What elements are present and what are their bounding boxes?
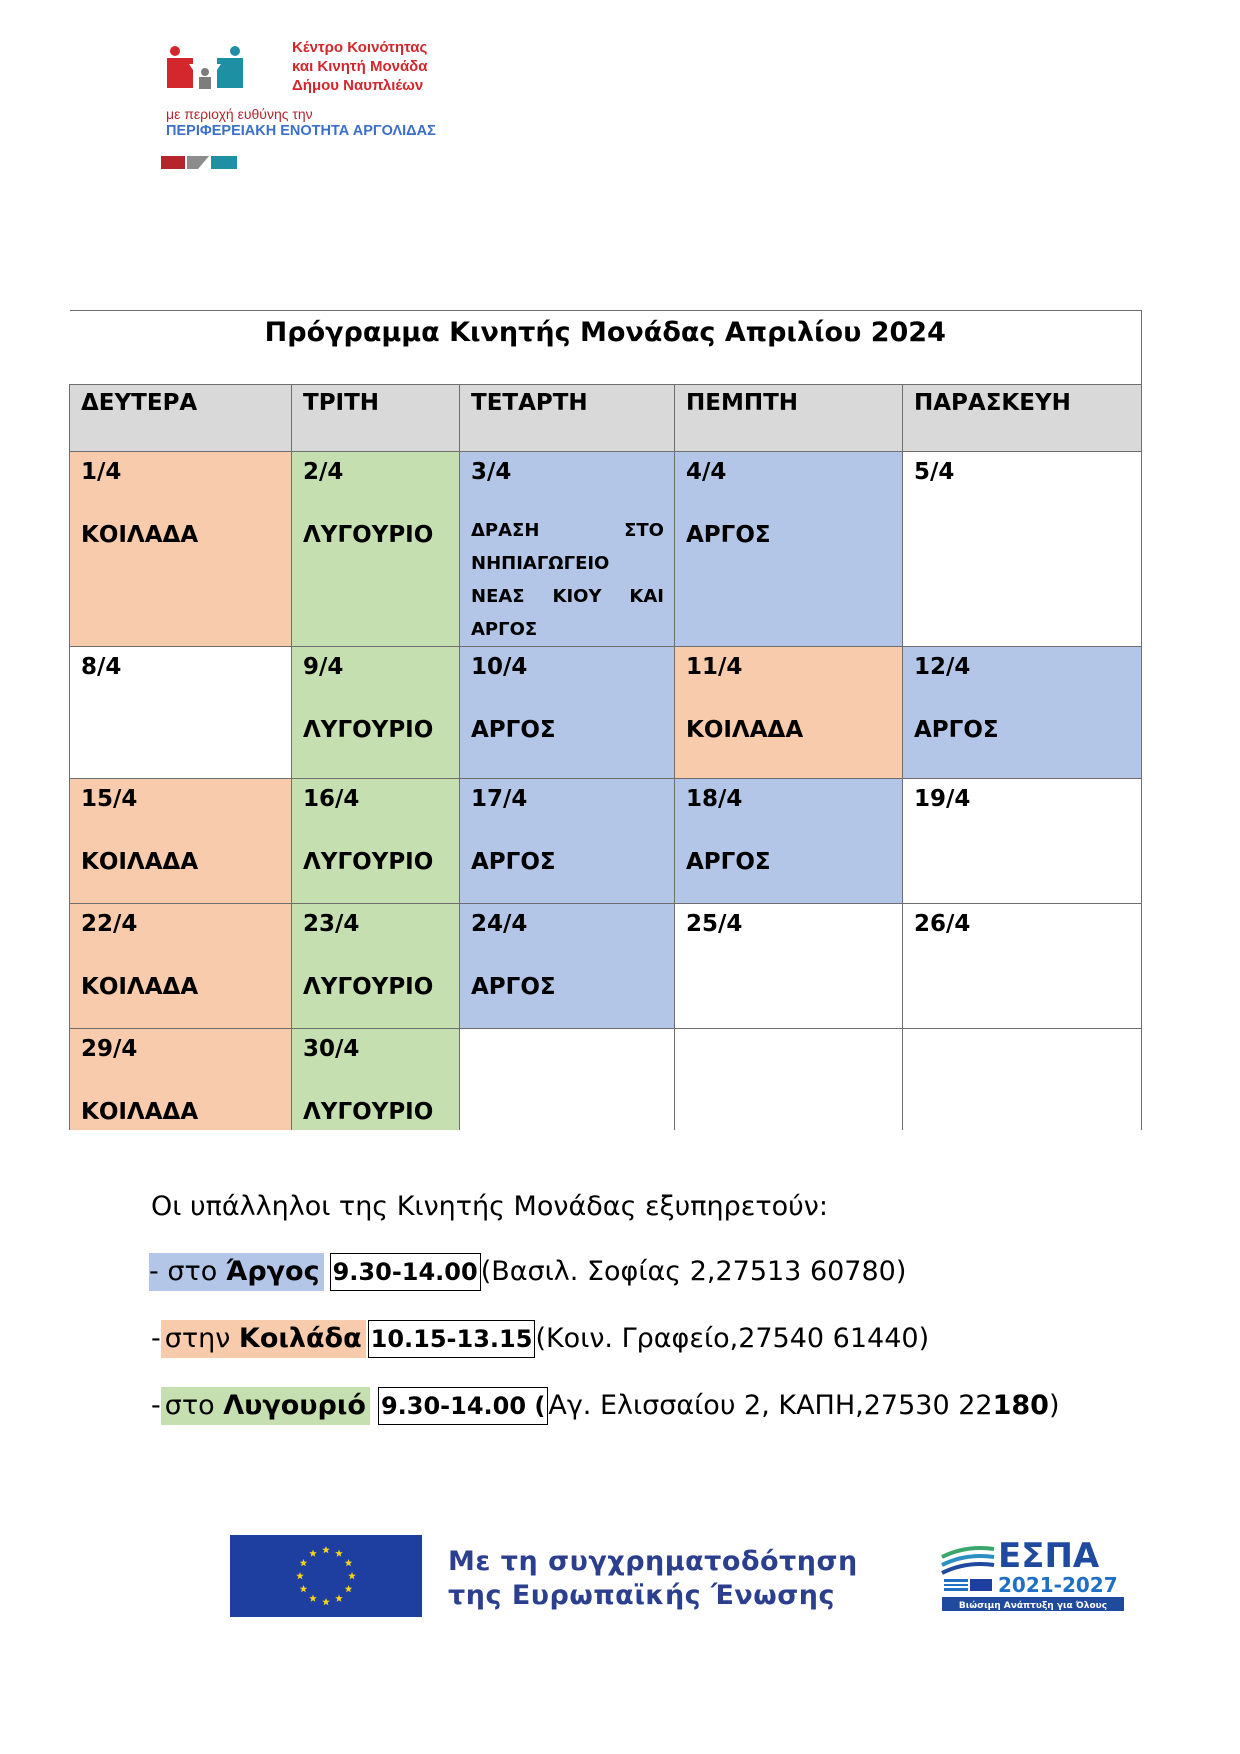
schedule-cell	[903, 452, 1142, 647]
cell-place: ΛΥΓΟΥΡΙΟ	[303, 522, 434, 548]
cell-place: ΑΡΓΟΣ	[686, 849, 771, 875]
eu-cofunding-statement	[448, 1545, 858, 1613]
schedule-cell	[460, 452, 675, 647]
cell-date: 24/4	[471, 911, 528, 937]
org-name-line: και Κινητή Μονάδα	[292, 58, 428, 75]
eu-flag-icon	[230, 1535, 422, 1617]
cell-date: 10/4	[471, 654, 528, 680]
schedule-cell-empty	[903, 1029, 1142, 1131]
location-name: Κοιλάδα	[238, 1323, 362, 1354]
weekday-header: ΔΕΥΤΕΡΑ	[70, 385, 292, 452]
address: (Κοιν. Γραφείο,	[535, 1323, 739, 1354]
cell-date: 29/4	[81, 1036, 138, 1062]
cell-date: 18/4	[686, 786, 743, 812]
schedule-table	[69, 310, 1142, 1130]
cell-date: 30/4	[303, 1036, 360, 1062]
closing-paren: )	[1048, 1390, 1060, 1421]
location-name: Άργος	[225, 1256, 320, 1287]
weekday-header: ΤΡΙΤΗ	[292, 385, 460, 452]
cell-date: 9/4	[303, 654, 344, 680]
list-dash: -	[151, 1323, 161, 1354]
schedule-cell	[460, 904, 675, 1029]
service-intro: Οι υπάλληλοι της Κινητής Μονάδας εξυπηρετούν:	[151, 1191, 828, 1222]
schedule-cell	[292, 452, 460, 647]
cell-date: 19/4	[914, 786, 971, 812]
schedule-cell	[292, 779, 460, 904]
jurisdiction	[166, 106, 436, 140]
cell-place: ΑΡΓΟΣ	[471, 974, 556, 1000]
espa-title: ΕΣΠΑ	[998, 1536, 1100, 1576]
phone-number: 27540 61440	[738, 1323, 919, 1354]
closing-paren: )	[918, 1323, 930, 1354]
cell-place: ΚΟΙΛΑΔΑ	[81, 974, 199, 1000]
weekday-header: ΤΕΤΑΡΤΗ	[460, 385, 675, 452]
cell-place: ΛΥΓΟΥΡΙΟ	[303, 717, 434, 743]
schedule-cell	[70, 779, 292, 904]
cell-activity-note	[471, 514, 674, 646]
schedule-cell	[903, 779, 1142, 904]
cell-date: 16/4	[303, 786, 360, 812]
schedule-cell	[292, 647, 460, 779]
cell-date: 22/4	[81, 911, 138, 937]
week-row	[70, 1029, 1142, 1131]
service-line-argos	[151, 1252, 1060, 1292]
location-highlight	[161, 1387, 370, 1425]
phone-number: 27530 22	[863, 1390, 993, 1421]
service-info	[151, 1190, 1060, 1453]
cell-date: 11/4	[686, 654, 743, 680]
jurisdiction-line: με περιοχή ευθύνης την	[166, 106, 313, 122]
cell-place: ΑΡΓΟΣ	[471, 717, 556, 743]
community-center-logo	[165, 46, 245, 98]
schedule-cell	[675, 647, 903, 779]
weekday-header: ΠΑΡΑΣΚΕΥΗ	[903, 385, 1142, 452]
opening-hours: 9.30-14.00	[330, 1253, 481, 1291]
schedule-cell	[70, 647, 292, 779]
location-prefix: - στο	[149, 1256, 226, 1287]
cell-place: ΛΥΓΟΥΡΙΟ	[303, 849, 434, 875]
week-row	[70, 904, 1142, 1029]
jurisdiction-region: ΠΕΡΙΦΕΡΕΙΑΚΗ ΕΝΟΤΗΤΑ ΑΡΓΟΛΙΔΑΣ	[166, 123, 436, 139]
schedule-cell-empty	[460, 1029, 675, 1131]
opening-hours: 9.30-14.00 (	[378, 1387, 548, 1425]
organization-name	[292, 38, 428, 95]
espa-logo	[938, 1535, 1138, 1615]
schedule-cell	[675, 904, 903, 1029]
cell-date: 4/4	[686, 459, 727, 485]
schedule-cell-empty	[675, 1029, 903, 1131]
cell-place: ΛΥΓΟΥΡΙΟ	[303, 1099, 434, 1125]
org-name-line: Κέντρο Κοινότητας	[292, 39, 428, 56]
list-dash: -	[151, 1390, 161, 1421]
cell-date: 15/4	[81, 786, 138, 812]
cofunding-line: Με τη συγχρηματοδότηση	[448, 1546, 858, 1577]
location-highlight	[161, 1320, 366, 1358]
espa-years: 2021-2027	[998, 1573, 1118, 1597]
cell-place: ΑΡΓΟΣ	[914, 717, 999, 743]
week-row	[70, 779, 1142, 904]
service-line-lygourio	[151, 1386, 1060, 1426]
schedule-cell	[292, 1029, 460, 1131]
location-highlight	[149, 1253, 324, 1291]
cell-date: 23/4	[303, 911, 360, 937]
cell-date: 26/4	[914, 911, 971, 937]
cell-date: 17/4	[471, 786, 528, 812]
cell-place: ΚΟΙΛΑΔΑ	[81, 522, 199, 548]
cell-date: 2/4	[303, 459, 344, 485]
schedule-cell	[70, 1029, 292, 1131]
note-word: ΣΤΟ	[624, 520, 664, 541]
opening-hours: 10.15-13.15	[368, 1320, 536, 1358]
location-prefix: στην	[164, 1323, 239, 1354]
note-text: ΝΗΠΙΑΓΩΓΕΙΟ ΝΕΑΣ ΚΙΟΥ ΚΑΙ ΑΡΓΟΣ	[471, 553, 664, 640]
schedule-cell	[675, 779, 903, 904]
schedule-cell	[903, 904, 1142, 1029]
schedule-cell	[70, 904, 292, 1029]
week-row	[70, 647, 1142, 779]
logo-color-bars	[161, 156, 237, 169]
schedule-cell	[903, 647, 1142, 779]
espa-tagline: Βιώσιμη Ανάπτυξη για Όλους	[958, 1601, 1108, 1611]
cell-place: ΛΥΓΟΥΡΙΟ	[303, 974, 434, 1000]
cell-place: ΑΡΓΟΣ	[471, 849, 556, 875]
cell-date: 25/4	[686, 911, 743, 937]
week-row	[70, 452, 1142, 647]
schedule-cell	[460, 647, 675, 779]
schedule-cell	[675, 452, 903, 647]
schedule-cell	[70, 452, 292, 647]
schedule-cell	[460, 779, 675, 904]
closing-paren: )	[895, 1256, 907, 1287]
phone-number-tail: 180	[992, 1390, 1049, 1421]
cofunding-line: της Ευρωπαϊκής Ένωσης	[448, 1580, 836, 1611]
cell-date: 1/4	[81, 459, 122, 485]
schedule-title: Πρόγραμμα Κινητής Μονάδας Απριλίου 2024	[70, 311, 1142, 385]
cell-place: ΚΟΙΛΑΔΑ	[686, 717, 804, 743]
cell-date: 8/4	[81, 654, 122, 680]
service-line-koilada	[151, 1319, 1060, 1359]
org-name-line: Δήμου Ναυπλιέων	[292, 77, 424, 94]
address: (Βασιλ. Σοφίας 2,	[480, 1256, 716, 1287]
schedule-cell	[292, 904, 460, 1029]
cell-place: ΚΟΙΛΑΔΑ	[81, 849, 199, 875]
address: Αγ. Ελισσαίου 2, ΚΑΠΗ,	[548, 1390, 864, 1421]
weekday-header: ΠΕΜΠΤΗ	[675, 385, 903, 452]
location-name: Λυγουριό	[223, 1390, 366, 1421]
weekday-header-row	[70, 385, 1142, 452]
phone-number: 27513 60780	[715, 1256, 896, 1287]
cell-date: 12/4	[914, 654, 971, 680]
note-word: ΔΡΑΣΗ	[471, 520, 540, 541]
cell-place: ΚΟΙΛΑΔΑ	[81, 1099, 199, 1125]
cell-date: 3/4	[471, 459, 512, 485]
cell-place: ΑΡΓΟΣ	[686, 522, 771, 548]
location-prefix: στο	[164, 1390, 224, 1421]
cell-date: 5/4	[914, 459, 955, 485]
